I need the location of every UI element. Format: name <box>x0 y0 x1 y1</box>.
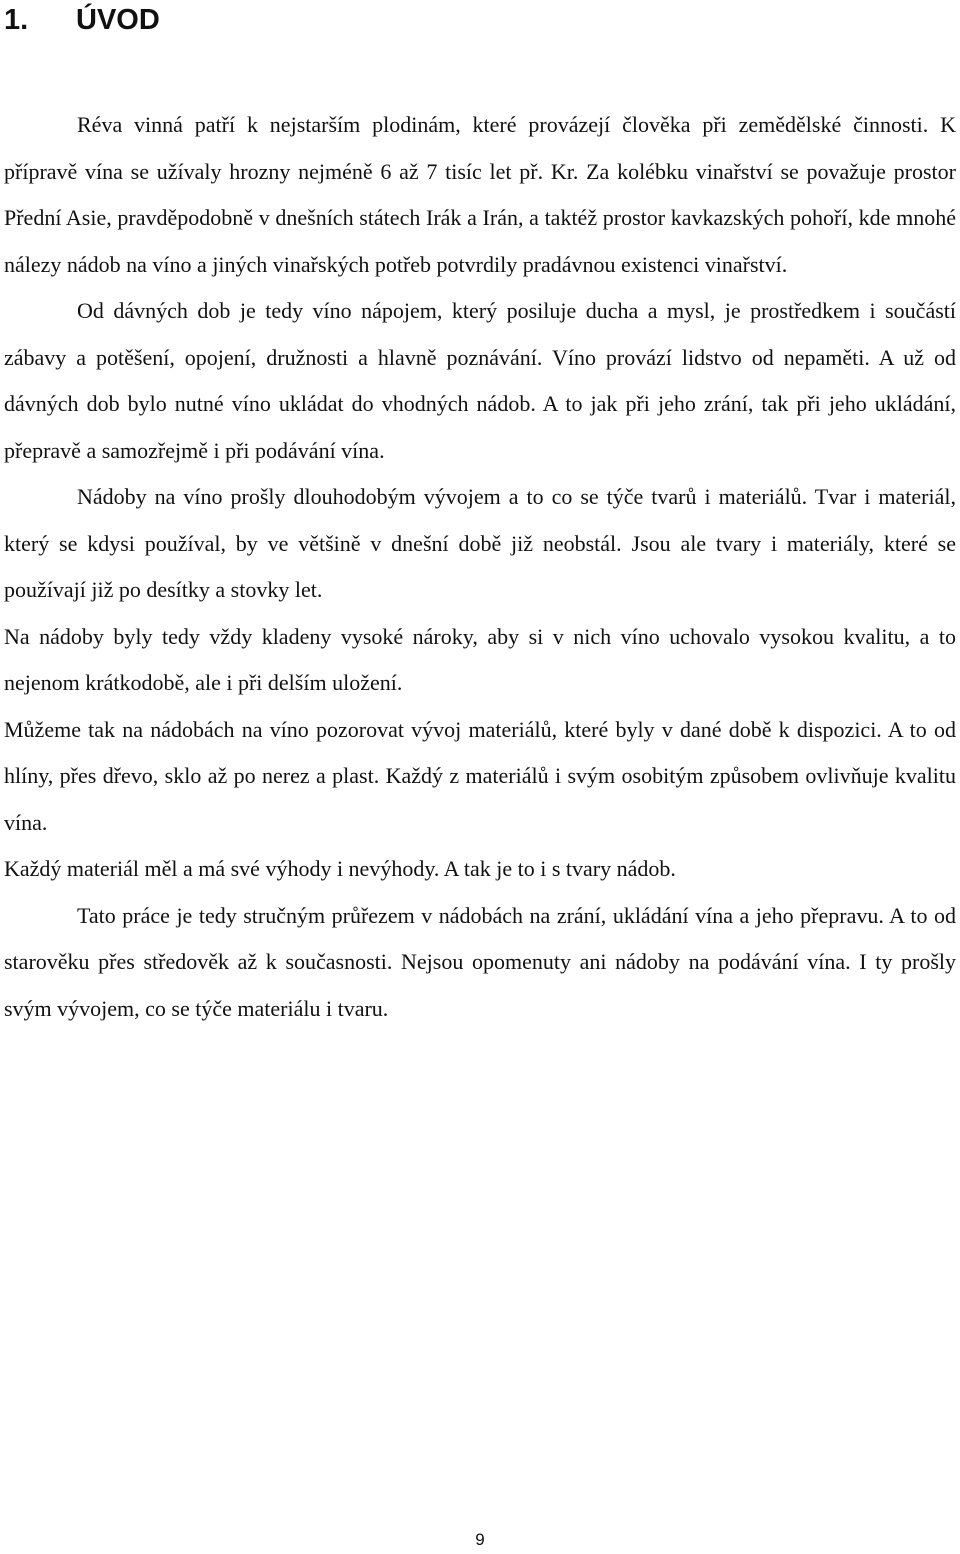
chapter-title: ÚVOD <box>76 4 160 36</box>
paragraph: Můžeme tak na nádobách na víno pozorovat vývoj materiálů, které byly v dané době k dispozici. A to od hlíny, přes dřevo, sklo až po nerez a plast. Každý z materiálů i svým osobitým způsobem ovlivňuje kvalitu vína. <box>4 716 956 835</box>
chapter-heading <box>4 2 160 38</box>
paragraph: Nádoby na víno prošly dlouhodobým vývojem a to co se týče tvarů i materiálů. Tvar i materiál, který se kdysi používal, by ve většině v dnešní době již neobstál. Jsou ale tvary i materiály, které se používají již po desítky a stovky let. <box>4 484 956 602</box>
paragraph: Réva vinná patří k nejstarším plodinám, které provázejí člověka při zemědělské činnosti. K přípravě vína se užívaly hrozny nejméně 6 až 7 tisíc let př. Kr. Za kolébku vinařství se považuje prostor Přední Asie, pravděpodobně v dnešních státech Irák a Irán, a taktéž prostor kavkazských pohoří, kde mnohé nálezy nádob na víno a jiných vinařských potřeb potvrdily pradávnou existenci vinařství. <box>4 112 956 277</box>
paragraph: Na nádoby byly tedy vždy kladeny vysoké nároky, aby si v nich víno uchovalo vysokou kvalitu, a to nejenom krátkodobě, ale i při delším uložení. <box>4 623 956 695</box>
page-number: 9 <box>475 1530 485 1549</box>
paragraph: Tato práce je tedy stručným průřezem v nádobách na zrání, ukládání vína a jeho přepravu. A to od starověku přes středověk až k současnosti. Nejsou opomenuty ani nádoby na podávání vína. I ty prošly svým vývojem, co se týče materiálu i tvaru. <box>4 902 956 1021</box>
paragraph: Každý materiál měl a má své výhody i nevýhody. A tak je to i s tvary nádob. <box>4 856 676 881</box>
chapter-number: 1. <box>4 4 29 36</box>
body-text <box>4 102 956 1032</box>
paragraph: Od dávných dob je tedy víno nápojem, který posiluje ducha a mysl, je prostředkem i součástí zábavy a potěšení, opojení, družnosti a hlavně poznávání. Víno provází lidstvo od nepaměti. A už od dávných dob bylo nutné víno ukládat do vhodných nádob. A to jak při jeho zrání, tak při jeho ukládání, přepravě a samozřejmě i při podávání vína. <box>4 298 956 463</box>
